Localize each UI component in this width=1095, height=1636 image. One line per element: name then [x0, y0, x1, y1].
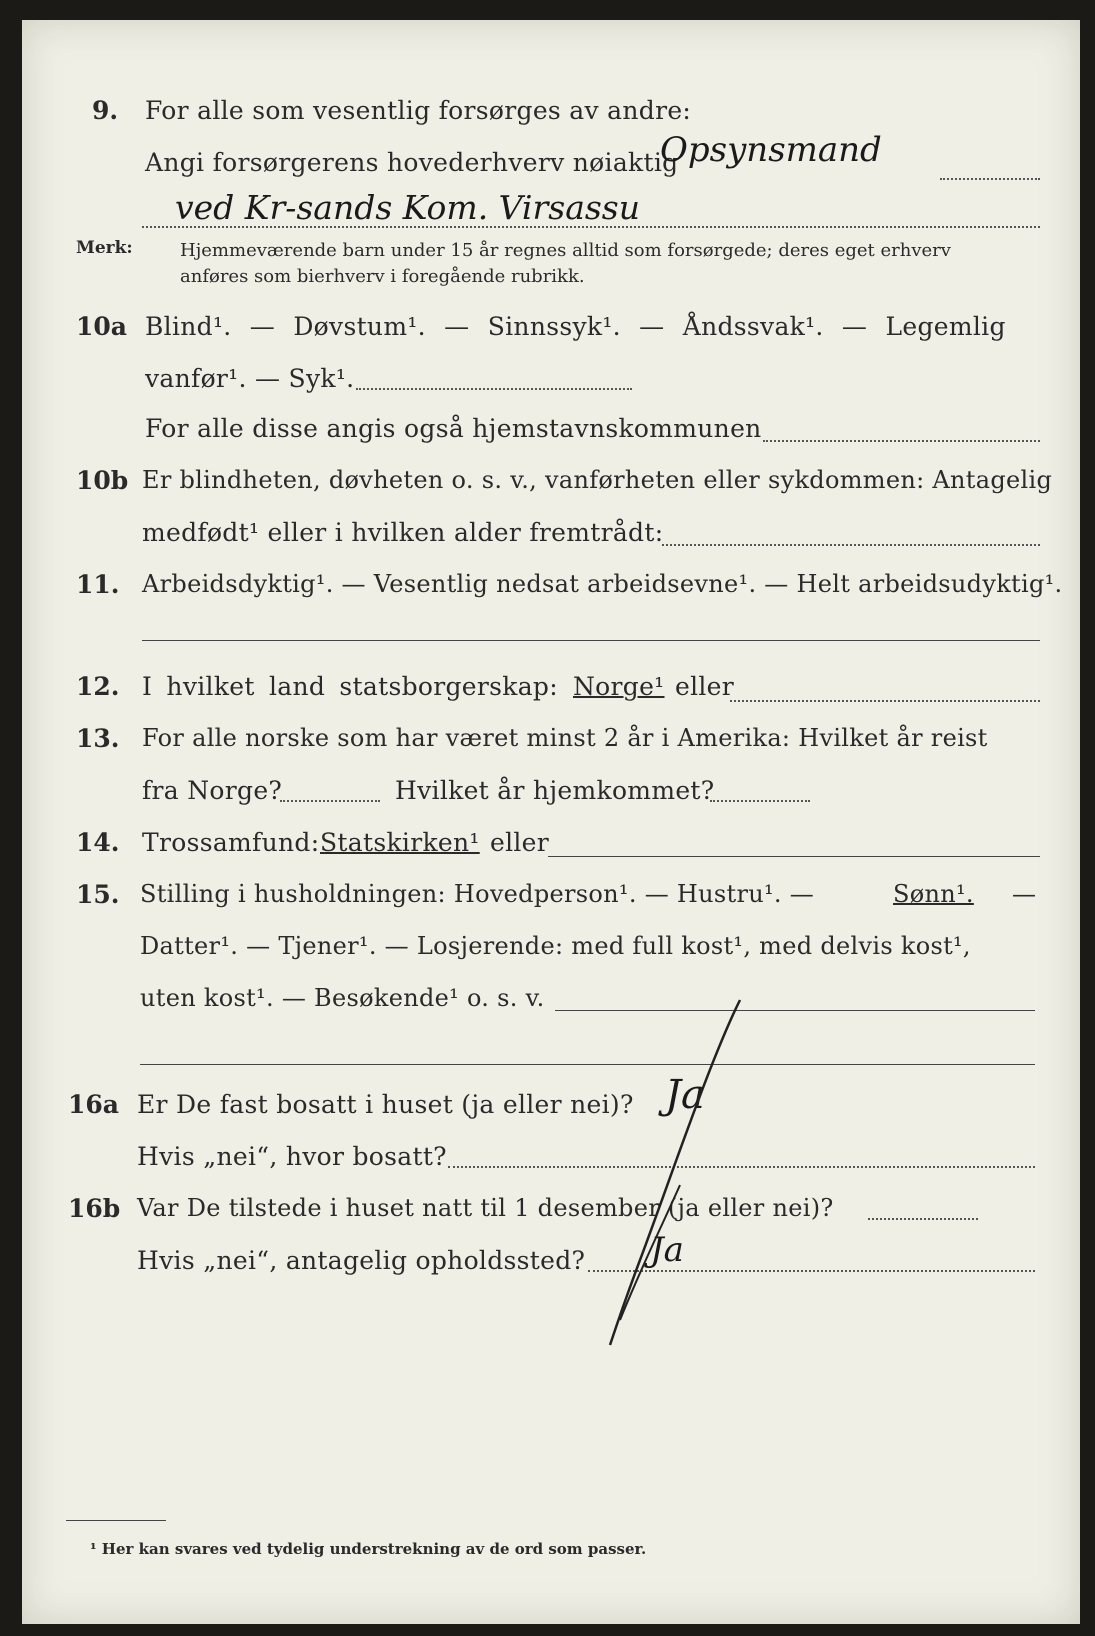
q16b-line1: Var De tilstede i huset natt til 1 desember (ja eller nei)? — [137, 1194, 834, 1222]
q16b-line2: Hvis „nei“, antagelig opholdssted? — [137, 1246, 586, 1275]
q16a-number: 16a — [68, 1090, 119, 1119]
q12-eller: eller — [675, 672, 735, 701]
q9-handwritten-answer-2: ved Kr-sands Kom. Virsassu — [175, 188, 640, 227]
merk-line2: anføres som bierhverv i foregående rubrikk. — [180, 266, 585, 287]
footnote-text: ¹ Her kan svares ved tydelig understrekning av de ord som passer. — [90, 1540, 647, 1558]
q14-eller: eller — [490, 828, 550, 857]
merk-line1: Hjemmeværende barn under 15 år regnes alltid som forsørgede; deres eget erhverv — [180, 240, 951, 261]
q16b-handwritten-answer: Ja — [650, 1230, 684, 1270]
q16a-handwritten-answer: Ja — [665, 1072, 705, 1118]
q12-label: I hvilket land statsborgerskap: — [142, 672, 558, 701]
q12-marked-norge: Norge¹ — [573, 672, 665, 701]
ja-second-stroke — [620, 1185, 680, 1320]
q16b-number: 16b — [68, 1194, 121, 1223]
merk-label: Merk: — [76, 238, 133, 258]
q9-line2: Angi forsørgerens hovederhverv nøiaktig — [145, 148, 679, 177]
q10a-line1: Blind¹. — Døvstum¹. — Sinnssyk¹. — Åndssvak¹. — Legemlig — [145, 312, 1006, 341]
footnote-rule — [66, 1520, 166, 1521]
q10a-number: 10a — [76, 312, 127, 341]
q13-line2a: fra Norge? — [142, 776, 283, 805]
q12-number: 12. — [76, 672, 120, 701]
ja-long-stroke — [610, 1000, 740, 1345]
q16a-line1: Er De fast bosatt i huset (ja eller nei)? — [137, 1090, 634, 1119]
q10b-line2: medfødt¹ eller i hvilken alder fremtrådt: — [142, 518, 664, 547]
q10b-line1: Er blindheten, døvheten o. s. v., vanførheten eller sykdommen: Antagelig — [142, 466, 1053, 494]
q10a-line3: For alle disse angis også hjemstavnskommunen — [145, 414, 762, 443]
q15-line2: Datter¹. — Tjener¹. — Losjerende: med full kost¹, med delvis kost¹, — [140, 932, 971, 960]
q9-number: 9. — [92, 96, 119, 125]
q9-handwritten-answer-1: Opsynsmand — [660, 130, 882, 170]
q13-line1: For alle norske som har været minst 2 år i Amerika: Hvilket år reist — [142, 724, 988, 752]
q11-line1: Arbeidsdyktig¹. — Vesentlig nedsat arbeidsevne¹. — Helt arbeidsudyktig¹. — [142, 570, 1063, 598]
q14-marked-statskirken: Statskirken¹ — [320, 828, 480, 857]
q15-marked-sonn: Sønn¹. — [893, 880, 974, 908]
q13-line2b: Hvilket år hjemkommet? — [395, 776, 715, 805]
q15-number: 15. — [76, 880, 120, 909]
q16a-line2: Hvis „nei“, hvor bosatt? — [137, 1142, 447, 1171]
q13-number: 13. — [76, 724, 120, 753]
q15-line1a: Stilling i husholdningen: Hovedperson¹. — Hustru¹. — — [140, 880, 815, 908]
q14-label: Trossamfund: — [142, 828, 320, 857]
q10b-number: 10b — [76, 466, 129, 495]
q15-line3: uten kost¹. — Besøkende¹ o. s. v. — [140, 984, 545, 1012]
q14-number: 14. — [76, 828, 120, 857]
q9-line1: For alle som vesentlig forsørges av andre: — [145, 96, 692, 125]
q10a-line2: vanfør¹. — Syk¹. — [145, 364, 355, 393]
q15-line1b: — — [1012, 880, 1037, 908]
q11-number: 11. — [76, 570, 120, 599]
